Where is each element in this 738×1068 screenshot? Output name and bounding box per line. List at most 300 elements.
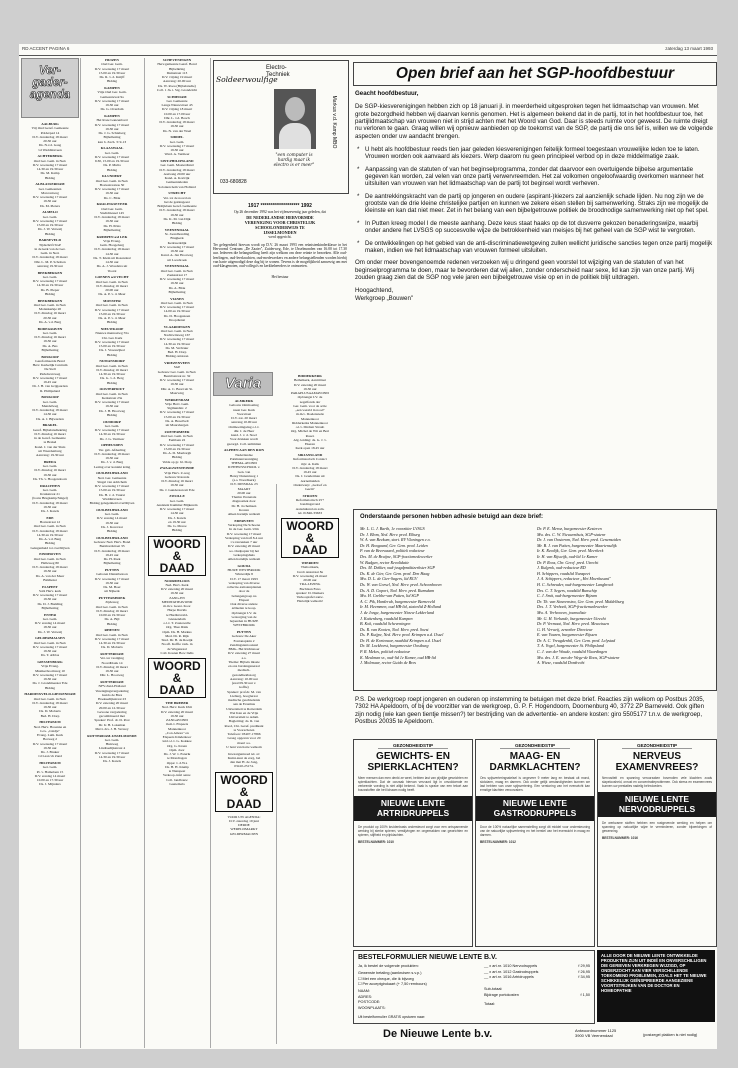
agenda-line: Na afl. Koffie verk. in [161, 642, 193, 647]
agenda-line: Oppe: v. d.W.s [166, 760, 188, 765]
agenda-line: U bent van harte welkom [226, 744, 262, 749]
agenda-line: Oud Ger. Gem. in Ned. [160, 434, 194, 438]
agenda-place: KRIMPEN a/d LEK [96, 234, 128, 239]
agenda-place: ZWOLLE [169, 494, 185, 499]
letter-point: * Aanpassing van de statuten of van het beginselprogramma, zonder dat daarvoor een overtuigende bijbelse argumentatie gegeven kan worden, zal velen van onze partij verwervreemden. Het zal volkomen ongeloofwaardig overkomen wanneer het uitsluiten van vrouwen van het lidmaatschap van de partij tot beginsel wordt verheven. [365, 166, 713, 188]
agenda-line: gezorgd. Coll. unlimiten [226, 441, 262, 446]
agenda-line: kand. J. v. d. Stoel [231, 433, 257, 437]
agenda-line: Ned. Herv. Kerk [165, 582, 189, 587]
signatory: Dr. P. Roos, Chr. Geref. pred. Utrecht [537, 559, 599, 565]
agenda-entry [81, 568, 143, 594]
agenda-line: TRA-LEZING [299, 582, 321, 587]
agenda-line: D.V. dinsdag 16 maart [96, 608, 128, 613]
agenda-line: Biddag gelegenheid overblijven [89, 501, 135, 505]
signatory: Ds. W. van Gorsel, Ned. Herv. pred. Schoonhoven [360, 581, 442, 587]
agenda-line: Dhr. L. Hoorweg [100, 673, 124, 678]
agenda-entry [20, 516, 80, 550]
agenda-place: VRIEZENVEEN [164, 361, 190, 365]
agenda-line: Bagletting: ds. R. van [228, 719, 260, 724]
signatory: T. A. Vogel, burgemeester St. Philipsland [537, 643, 604, 649]
agenda-line: SGP [173, 365, 181, 370]
order-item-row[interactable]: __ x art.nr. 1010 Nervodruppels f 29,95 [484, 964, 590, 968]
order-field[interactable]: POSTCODE: [358, 1000, 381, 1004]
agenda-line: Voor drukken wordt [229, 437, 259, 442]
agenda-place: SIDDEL [170, 135, 184, 140]
agenda-place: ROTTERDAM-IJSSELMONDE [87, 733, 137, 738]
signatory: J. de Jonge, burgemeester Nieuw-Lekkerland [360, 609, 434, 615]
agenda-line: Ds. M. Verbruur [165, 345, 189, 350]
agenda-line: Assistent Kummer Blijkerein [156, 502, 198, 507]
agenda-line: D.V. dinsdag 16 maart [96, 367, 128, 372]
signatory: W. A. van Beekum, stort. RV Vlaningen e.o. [360, 537, 431, 543]
agenda-line: Graag opgeven voor 20 [227, 736, 261, 741]
order-field[interactable]: ADRES: [358, 994, 373, 999]
subtotal-label: Sub-totaal: [484, 987, 503, 991]
agenda-line: uit Waardenburg [38, 448, 62, 453]
pay-option-label: Met een cheque, die ik bijvoeg [362, 977, 414, 981]
agenda-line: 15.00 en 19.30 uur [98, 488, 126, 493]
letter-point: * U hebt als hoofdbestuur reeds tien jaar geleden kiesverenigingen feitelijk formeel toegestaan vrouwelijke leden toe te laten. Vrouwen worden ook aanvaard als kiezers. Werp daarom nu geen principieel verbod op in deze middelmatige zaak. [365, 146, 713, 161]
agenda-line: Ds. J. G. Schieberg [98, 131, 126, 135]
agenda-line: gezondheidszorg [232, 672, 256, 677]
agenda-line: D.V. donderdag 18 maart [32, 565, 68, 569]
agenda-entry [213, 752, 275, 769]
agenda-line: 14.30 en 19.30 uur [98, 641, 126, 645]
agenda-line: Coll. landbouw [166, 777, 188, 782]
agenda-line: BMG- Het Richtsnoer [228, 647, 260, 651]
agenda-line: St. Joondbonding [164, 232, 190, 236]
portrait-photo [274, 89, 316, 149]
agenda-line: Ridderkerks Mannenkoor [292, 420, 328, 425]
agenda-entry [20, 238, 80, 268]
agenda-line: 14.30 en 19.30 uur [36, 532, 64, 537]
agenda-line: naast Ger. Kerk [233, 407, 255, 412]
signatory: Drs. M. de Bruijne, SGP-fractiemedewerker [360, 553, 433, 559]
agenda-line: Winterdijk 8 [235, 572, 253, 577]
agenda-line: Opm. door [169, 747, 185, 752]
agenda-line: Oud Ger. Gem. in Ned. [33, 302, 67, 307]
agenda-line: Thema: Bijbels missie [228, 659, 260, 664]
agenda-line: Mevr. drs. J. H. Verwey [95, 726, 129, 731]
agenda-title-line: agenda [29, 89, 71, 101]
agenda-line: Org. G. Kraan [167, 743, 187, 748]
agenda-line: Rood, Chr. Geref. predikant [224, 723, 264, 728]
jubilee-title-line: IJSSELMONDEN [263, 229, 297, 235]
agenda-line: D.V. donderdag 18 maart [292, 465, 328, 470]
agenda-line: Ds. R. v. d. Knijff [99, 75, 125, 79]
agenda-line: 14.30 en 19.30 uur [163, 341, 191, 346]
agenda-line: MAART [237, 486, 251, 491]
agenda-line: 10.00 en 17.00 uur [163, 111, 191, 116]
page-header [19, 44, 717, 54]
agenda-line: 19.30 uur [105, 191, 119, 196]
agenda-line: D.V. dinsdag 16 maart [34, 468, 66, 473]
signatory: Dr. A. C. Vreugdenhil, Ger. Gem. pred. Lelystad [537, 637, 616, 643]
agenda-line: in de Geref. Gemeente [34, 436, 66, 440]
agenda-line: D.V. woensdag 17 maart [94, 339, 130, 344]
agenda-place: ALMKERK [234, 399, 254, 403]
agenda-line: 10.00 en 19.30 uur [98, 613, 126, 617]
agenda-line: In de Ger. Gem. Ulm [229, 527, 259, 532]
agenda-line: 14.30 en 19.30 uur [36, 167, 64, 171]
agenda-place: EINDHOVEN [39, 552, 61, 557]
agenda-line: 9.30, 15.00 en 19.30 uur [94, 159, 130, 163]
agenda-line: 20.00 uur [303, 578, 317, 582]
signatory: Mw. H. Grebbe-van Putten, lid SGP [360, 593, 419, 599]
agenda-line: 20.30 uur [43, 139, 57, 143]
agenda-line: dan met H. de Jong, [230, 760, 258, 764]
order-form [353, 950, 595, 1024]
agenda-place: THE BREBER [165, 701, 189, 705]
product-band: NIEUWE LENTE NERVODRUPPELS [598, 792, 716, 817]
agenda-line: Kand. A. Jan Hoorweg [161, 253, 193, 258]
agenda-line: 14.30 uur [105, 251, 119, 256]
agenda-line: Hoeksedijkstraat 23 [98, 697, 126, 701]
agenda-line: te Brakel [43, 440, 57, 445]
agenda-line: Biddag ontstaan [165, 354, 189, 359]
agenda-place: OUD-BEIJERLAND [96, 471, 128, 476]
agenda-entry [81, 443, 143, 469]
agenda-line: Ds. A. J. Bijwarden [36, 416, 64, 421]
order-item-price: f 34,95 [578, 975, 590, 979]
agenda-line: Universiteit te Adam. [228, 715, 260, 719]
agenda-entry [213, 815, 275, 836]
agenda-entry [81, 387, 143, 417]
agenda-line: Gereformeerde Bond [35, 358, 65, 363]
company-footer [353, 1025, 715, 1045]
shipping-label: Bijdrage portokosten [484, 992, 519, 997]
agenda-line: Oud Ger. Gem. in Ned. [33, 640, 67, 645]
signatory: Mr. L. G. J. Barth, 1e voorzitter LVSGS [360, 526, 425, 531]
agenda-line: D.V. woensdag 17 maart [32, 741, 68, 746]
agenda-line: G.G. „Lindje" [40, 728, 60, 733]
agenda-entry [81, 202, 143, 232]
agenda-line: Biddag [171, 455, 183, 460]
agenda-line: Kerkstraat 23a [101, 395, 123, 400]
agenda-line: Verkooptafel aanw. [296, 595, 324, 599]
agenda-line: Kerkwerklijk [167, 240, 187, 245]
agenda-line: Biddag [106, 621, 118, 626]
agenda-place: BREDA [43, 459, 57, 464]
agenda-line: Bethelkerk, Aantrittaat [294, 378, 326, 383]
agenda-line: D.V. zaterdag 20 maart [160, 587, 194, 591]
signatory: Dr. J. Blom, Ned. Herv. pred. Elburg [360, 531, 420, 537]
agenda-line: Geref. Bijbelstudiekring [32, 427, 68, 432]
agenda-line: D.V. donderdag 18 maart [94, 451, 130, 456]
agenda-line: Dr. J. H. van Grijgaarden [32, 384, 68, 389]
agenda-line: Huisweg [105, 742, 119, 746]
order-item-price: f 29,95 [578, 964, 590, 968]
agenda-place: ALMELO [42, 210, 58, 215]
agenda-line: Wet Kan en de Vrije [229, 710, 259, 715]
letter-point: * De ontwikkelingen op het gebied van de anti-discriminatiewetgeving zullen wellicht juridische sancties tegen onze partij mogelijk maken, indien we het lidmaatschap van vrouwen formeel uitsluiten. [365, 240, 713, 255]
agenda-line: 19.30 uur [43, 677, 57, 681]
agenda-line: Ger. Gem. [104, 150, 120, 155]
address-line: Antwoordnummer 1125 [575, 1028, 617, 1033]
agenda-line: Inwaarguntreed tel. at: [228, 751, 260, 756]
agenda-entry [81, 734, 143, 764]
agenda-line: koffie) [239, 685, 249, 690]
agenda-line: zegelfonds der [299, 399, 321, 404]
agenda-line: Dr. H. Jochemsen [231, 503, 257, 508]
agenda-line: Vrije Evang. [41, 664, 59, 669]
agenda-place: BIDDERKERK [298, 374, 322, 378]
agenda-line: Ver. tot de noord en [163, 195, 191, 200]
agenda-line: D.V. dinsdag 16 maart [34, 335, 66, 339]
agenda-place: HILVERSUM [39, 720, 61, 725]
agenda-line: D.V. donderdag 18 maart [94, 247, 130, 252]
agenda-place: MONSTER [103, 299, 121, 303]
agenda-line: Ds. J. Karels [41, 509, 59, 513]
agenda-entry [146, 579, 208, 656]
agenda-line: m.m.v. Geesr. Koor [163, 604, 191, 608]
agenda-line: 15.00 en 19.30 uur [98, 344, 126, 348]
agenda-place: BODEGRAVEN [37, 326, 63, 331]
agenda-line: Biddag [171, 528, 183, 533]
signatory: Mw. drs. J. E. van der Wege-de Roos, SGP-statenr [537, 654, 620, 660]
agenda-line: Ds. J. Karels [103, 759, 121, 763]
agenda-line: Vrije Oud Ger. Gem. [97, 90, 127, 95]
order-field[interactable]: WOONPLAATS: [358, 1005, 386, 1010]
agenda-place: KAMPEN [104, 114, 120, 118]
agenda-entry [81, 680, 143, 731]
agenda-line: Ds. A. P. v. d. Meer [98, 292, 126, 297]
agenda-line: Hartelijk welkom! [297, 599, 323, 604]
agenda-line: 19.30 uur [105, 580, 119, 585]
agenda-line: Oud Ger. Gem. in Ned. [160, 300, 194, 305]
agenda-entry [20, 484, 80, 514]
agenda-place: EDERVEEN [234, 518, 254, 523]
agenda-line: Kand. A. Kortrijk [164, 176, 190, 180]
agenda-line: 20.00 uur [105, 288, 119, 292]
agenda-line: „een wereld in nood" [295, 408, 325, 412]
agenda-line: Ger. Gemeente [166, 98, 188, 103]
agenda-line: 20.00 en 12.30 uur [98, 705, 126, 710]
agenda-line: Ds. C. Blok [103, 195, 121, 200]
product-info-box: ALLE DOOR DE NIEUWE LENTE ONTWIKKELDE PRODUKTEN ZIJN UIT INDIË EN ONVERSCHILLIGEN DIE GERIEVEN VERKREGEN WIJZIGD, OP ONDERZOCHT AAN VIER VERSCHILLENDE TOEKOMEND PROBLEMEN, ZOALS HET TE NIEUWE SCHIKKELIJK GEÏNSPIREERDE AANGEZIENE VOORTSTRIJKEN VAN DE DOCTOR EN HOMEOPATHIE [597, 950, 715, 1022]
agenda-line: Herv.gemeente Geref. Bond [157, 62, 197, 67]
agenda-line: Herv. Kerkelijk Centrum [32, 363, 68, 367]
agenda-line: 19.30 uur [105, 103, 119, 107]
agenda-place: OUDDORP [103, 419, 121, 424]
agenda-line: Ds. T. Klein uit Rozendaal [93, 255, 131, 260]
agenda-place: ALBLASSERDAM [35, 182, 65, 187]
agenda-line: Ward. A. Vermeer [164, 152, 190, 157]
agenda-line: 14.00 en 19.30 uur [163, 309, 191, 314]
agenda-line: D.V. zaterdag 20 maart [95, 701, 129, 706]
agenda-line: D.V. woensdag 17 maart [159, 244, 195, 249]
agenda-line: DERDE [238, 823, 250, 827]
agenda-line: D.V. woensdag 17 maart [32, 162, 68, 167]
agenda-line: Ger. Gem. [104, 737, 120, 742]
varia-column [213, 372, 275, 838]
agenda-line: Noordblaak 14 [101, 660, 123, 665]
agenda-line: Biddag [44, 541, 56, 546]
agenda-place: LOENEN a/d VECHT [95, 275, 129, 280]
agenda-place: PUTTEN [236, 630, 252, 634]
agenda-line: Universiteit te Rotterdam [226, 706, 262, 711]
agenda-line: 19.45 uur [43, 380, 57, 384]
signatories-right [537, 526, 712, 666]
agenda-place: SCHIEDAM [167, 94, 187, 99]
agenda-place: BEEKBERGEN [37, 298, 63, 303]
agenda-line: te Voorschoten [233, 727, 255, 732]
agenda-entry [213, 519, 275, 562]
agenda-line: 19.30 uur [43, 199, 57, 204]
agenda-line: 10.00 en 17.30 uur [36, 778, 64, 782]
agenda-line: D.V. zondag 14 maart [34, 621, 66, 625]
agenda-place: SINT-PHILIPSLAND [160, 159, 194, 163]
agenda-line: Nederlandse [235, 452, 253, 457]
agenda-line: Vrije Evang. [103, 238, 121, 243]
health-ad-maag [475, 739, 595, 947]
agenda-line: Tijdschrift SGP [39, 242, 61, 247]
agenda-line: Dr. Ir. H. Lokeman [98, 722, 126, 727]
agenda-line: Ds. K. M. van Dijk [163, 216, 191, 221]
agenda-line: 19.30 uur [105, 456, 119, 460]
pay-option-cheque[interactable]: ☐ Met een cheque, die ik bijvoeg [358, 977, 414, 981]
agenda-entry [20, 271, 80, 297]
agenda-line: Brugkerk [170, 236, 184, 241]
agenda-line: D.V. woensdag 17 maart [94, 484, 130, 488]
order-item-row[interactable]: __ x art.nr. 1016 Artridruppels f 34,95 [484, 975, 590, 979]
agenda-line: Fontanaplein 2 [233, 638, 255, 643]
agenda-line: D.V. woensdag 17 maart [94, 154, 130, 159]
agenda-line: Voorst [107, 268, 117, 273]
agenda-line: Thema: Prenatale [231, 495, 257, 499]
agenda-line: D.V. donderdag 18 maart [159, 120, 195, 124]
agenda-line: o.l.v. T. Zoutewelle [163, 621, 191, 625]
quote-line: hardig maar ik [277, 158, 311, 163]
agenda-line: Kosten [239, 507, 249, 512]
agenda-line: Biddag [106, 167, 118, 172]
health-tag: GEZONDHEIDSTIP [378, 740, 448, 749]
agenda-line: Ds. H. H. Kiemp [165, 764, 189, 769]
logo-line: DAAD [292, 543, 328, 557]
letter-greeting: Hoogachtend, [355, 287, 394, 295]
agenda-line: Ds. A. Blok [168, 285, 186, 290]
agenda-line: 19.30 uur [105, 126, 119, 131]
agenda-line: Ned. Ger. Gemeente [97, 475, 127, 480]
agenda-line: de Wagenzaal [167, 646, 187, 651]
agenda-line: D.V. woensdag 17 maart [94, 66, 130, 71]
agenda-line: Gemeenteleden [166, 180, 188, 185]
agenda-place: OPHEUSDEN [101, 443, 123, 448]
agenda-line: D.V. donderdag 18 maart [159, 167, 195, 172]
product-band: NIEUWE LENTE GASTRODRUPPELS [476, 796, 594, 821]
agenda-line: Ds. H. v. d. Vuurst [99, 492, 125, 497]
agenda-line: D.V. donderdag 18 maart [94, 548, 130, 553]
agenda-line: Bolijklaan Geref. Gemeente [157, 204, 197, 208]
agenda-place: ACHTERBERG [37, 154, 63, 159]
agenda-line: WERELDMARKT [230, 827, 258, 832]
agenda-line: Ger. Gem. [104, 512, 120, 516]
agenda-line: Bijbellezing [103, 227, 121, 232]
agenda-line: Ds. J. H. Hoorweg [98, 408, 126, 413]
agenda-line: artikelen te koop. [231, 606, 257, 611]
pay-option-giro[interactable]: ☐ Per acceptgirokaart (+ 7,50 rembours) [358, 982, 427, 986]
agenda-place: DRACHTEN [39, 483, 61, 488]
jubilee-announcement [213, 204, 347, 279]
agenda-line: Rosel. [305, 433, 315, 438]
agenda-line: Oud Ger. Gem. in Ned. [95, 303, 129, 308]
agenda-line: D.V. woensdag 17 maart [159, 410, 195, 415]
agenda-line: 14.30 en 19.30 uur [98, 432, 126, 437]
agenda-line: Ger. Gem. [42, 616, 58, 621]
agenda-place: ALPHEN AAN DEN RIJN [223, 448, 265, 453]
agenda-entry [81, 86, 143, 112]
agenda-line: Henry Dunantweg 1 [229, 473, 259, 478]
agenda-line: ZANG-EN [169, 595, 185, 600]
agenda-line: Aanvang: 10.00 uur [230, 676, 258, 681]
agenda-line: 19.30 uur [170, 249, 184, 253]
agenda-line: D.V. woensdag 17 maart [32, 672, 68, 677]
letter-salutation: Geacht hoofdbestuur, [355, 90, 419, 97]
agenda-line: Elspeet [238, 597, 250, 602]
agenda-line: Dhr. L. M. P. Scholten [34, 259, 66, 264]
agenda-line: uit Maarsbergen [165, 423, 189, 427]
agenda-line: Verkoping van half 8-4 uur [225, 535, 263, 540]
signatory: A. C. Pik, Harderub, burgemeester Barneveld [360, 598, 435, 604]
agenda-line: 18.30 uur [43, 625, 57, 630]
logo-line: WOORD [153, 659, 201, 673]
agenda-line: Bouwstraatsas 50 [99, 182, 125, 187]
agenda-line: Bijbellezing [41, 347, 59, 352]
agenda-line: Reformatorisch Contact [293, 457, 327, 462]
agenda-line: Oud Ger. Gem. in Ned. [33, 524, 67, 529]
agenda-line: Ds. D. J. Budding [37, 601, 63, 606]
agenda-line: 19.30 uur [170, 713, 184, 718]
quote-line: "een computer is [275, 153, 313, 158]
health-text: Meer mensen dan men denkt ze weet, hebben last van pijnlijke gewrichten en spierklachten. Dat de oorzaak hiervan verzuurd ligt in onvoldoende en verkeerde voeding is niet altijd bekend. Vaak is sprake van een tekort aan bouwstoffen die het lichaam nodig heeft. [358, 776, 468, 792]
signatory: J. Rulgrok, oud-redacteur RD [537, 565, 586, 571]
agenda-line: Lieburg, hoogleraar [230, 693, 258, 698]
signatory: H. C. Schreuder, oud-burgemeester Langbroek [537, 581, 614, 587]
agenda-line: Bed. H. Dorp [40, 713, 60, 718]
order-field[interactable]: NAAM: [358, 989, 371, 993]
agenda-place: SCHEVENINGEN [162, 58, 192, 62]
agenda-line: diagnostiek door [232, 499, 256, 504]
agenda-line: 14.30 en 19.30 uur [98, 754, 126, 759]
agenda-line: Dhr. L. v.d. Bosch [164, 115, 190, 120]
agenda-line: Biddienst [43, 577, 57, 582]
agenda-line: Ds. A. Bas [42, 343, 58, 348]
logo-line: WOORD [220, 772, 268, 787]
header-rule [19, 55, 717, 56]
open-letter [355, 90, 713, 308]
agenda-line: D.V. woensdag 17 maart [159, 337, 195, 342]
agenda-line: Biddag [106, 380, 118, 385]
agenda-place: VIANEN [170, 296, 184, 301]
agenda-place: KRALINGSEVEER [96, 202, 128, 207]
agenda-entry [146, 191, 208, 225]
order-item-row[interactable]: __ x art.nr. 1012 Gastrodruppels f 26,95 [484, 969, 590, 974]
agenda-entry [213, 564, 275, 628]
order-number: BESTELNUMMER: 1010 [358, 840, 394, 844]
agenda-line: spreker: D. Dankers [295, 590, 325, 595]
agenda-line: D.V. donderdag 18 maart [159, 208, 195, 213]
agenda-line: gecombineerd met [99, 714, 125, 718]
agenda-line: Ver. geb. Afdeeling [98, 447, 126, 452]
agenda-entry [20, 154, 80, 180]
agenda-line: VOOR UW AGENDA: [227, 814, 261, 819]
agenda-line: Oud Ger. Gem. in Ned. [95, 632, 129, 637]
health-text2: De werkzame stoffen hebben een rustgevende werking en helpen om spanning op natuurlijke wijze te verminderen, zonder bijwerkingen of gewenning. [602, 821, 712, 833]
agenda-line: Gebouw Ned. Herv. Bond [93, 540, 131, 544]
agenda-line: Giessendam [168, 616, 186, 621]
agenda-line: Beatrixstraat nr. 32 [163, 373, 191, 378]
agenda-line: (bouw Brugkamp/Singel) [32, 496, 68, 501]
